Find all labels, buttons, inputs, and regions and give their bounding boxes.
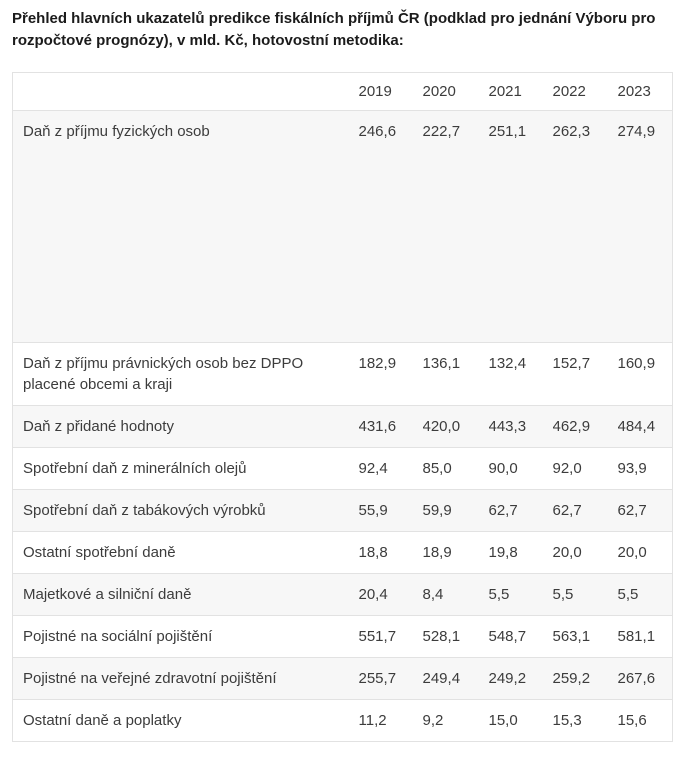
row-label: Ostatní daně a poplatky: [23, 712, 182, 729]
cell-value: 160,9: [617, 355, 656, 372]
table-row: [13, 406, 673, 448]
table-row: [13, 111, 673, 343]
cell-value: 548,7: [488, 628, 527, 645]
cell-value: 420,0: [422, 418, 461, 435]
cell-value: 55,9: [358, 502, 388, 519]
cell-value: 59,9: [422, 502, 452, 519]
table-row: [13, 574, 673, 616]
cell-value: 249,2: [488, 670, 527, 687]
cell-value: 132,4: [488, 355, 527, 372]
row-label: Majetkové a silniční daně: [23, 586, 192, 603]
row-label: Ostatní spotřební daně: [23, 544, 176, 561]
row-label: Daň z přidané hodnoty: [23, 418, 174, 435]
cell-value: 182,9: [358, 355, 397, 372]
table-row: [13, 448, 673, 490]
cell-value: 20,0: [552, 544, 582, 561]
cell-value: 152,7: [552, 355, 591, 372]
cell-value: 5,5: [617, 586, 639, 603]
cell-value: 528,1: [422, 628, 461, 645]
cell-value: 259,2: [552, 670, 591, 687]
cell-value: 92,0: [552, 460, 582, 477]
cell-value: 5,5: [552, 586, 574, 603]
row-label: Spotřební daň z minerálních olejů: [23, 460, 247, 477]
row-label: Pojistné na veřejné zdravotní pojištění: [23, 670, 277, 687]
cell-value: 20,0: [617, 544, 647, 561]
cell-value: 484,4: [617, 418, 656, 435]
cell-value: 5,5: [488, 586, 510, 603]
cell-value: 93,9: [617, 460, 647, 477]
header-empty-cell: [13, 73, 359, 111]
table-row: [13, 343, 673, 406]
cell-value: 19,8: [488, 544, 518, 561]
cell-value: 431,6: [358, 418, 397, 435]
page-title: Přehled hlavních ukazatelů predikce fiskálních příjmů ČR (podklad pro jednání Výboru pro rozpočtové prognózy), v mld. Kč, hotovostní metodika:: [12, 10, 656, 49]
table-row: [13, 658, 673, 700]
header-year-2022: 2022: [552, 83, 586, 100]
cell-value: 563,1: [552, 628, 591, 645]
header-year-2021: 2021: [488, 83, 522, 100]
cell-value: 20,4: [358, 586, 388, 603]
cell-value: 551,7: [358, 628, 397, 645]
cell-value: 267,6: [617, 670, 656, 687]
cell-value: 85,0: [422, 460, 452, 477]
row-label: Spotřební daň z tabákových výrobků: [23, 502, 266, 519]
cell-value: 262,3: [552, 123, 591, 140]
table-row: [13, 490, 673, 532]
cell-value: 15,0: [488, 712, 518, 729]
cell-value: 18,9: [422, 544, 452, 561]
cell-value: 90,0: [488, 460, 518, 477]
cell-value: 15,3: [552, 712, 582, 729]
cell-value: 222,7: [422, 123, 461, 140]
table-row: [13, 532, 673, 574]
cell-value: 246,6: [358, 123, 397, 140]
cell-value: 92,4: [358, 460, 388, 477]
header-row: [13, 73, 673, 111]
row-label: Daň z příjmu právnických osob bez DPPO placené obcemi a kraji: [23, 355, 304, 393]
cell-value: 136,1: [422, 355, 461, 372]
header-year-2023: 2023: [617, 83, 651, 100]
cell-value: 62,7: [552, 502, 582, 519]
cell-value: 9,2: [422, 712, 444, 729]
cell-value: 15,6: [617, 712, 647, 729]
cell-value: 249,4: [422, 670, 461, 687]
cell-value: 8,4: [422, 586, 444, 603]
header-year-2020: 2020: [422, 83, 456, 100]
table-row: [13, 616, 673, 658]
cell-value: 274,9: [617, 123, 656, 140]
cell-value: 462,9: [552, 418, 591, 435]
cell-value: 18,8: [358, 544, 388, 561]
cell-value: 255,7: [358, 670, 397, 687]
header-year-2019: 2019: [358, 83, 392, 100]
row-label: Pojistné na sociální pojištění: [23, 628, 213, 645]
cell-value: 251,1: [488, 123, 527, 140]
cell-value: 62,7: [488, 502, 518, 519]
cell-value: 11,2: [358, 712, 387, 729]
table-row: [13, 700, 673, 742]
cell-value: 62,7: [617, 502, 647, 519]
row-label: Daň z příjmu fyzických osob: [23, 123, 210, 140]
cell-value: 443,3: [488, 418, 527, 435]
cell-value: 581,1: [617, 628, 656, 645]
fiscal-revenue-table: [12, 72, 673, 742]
